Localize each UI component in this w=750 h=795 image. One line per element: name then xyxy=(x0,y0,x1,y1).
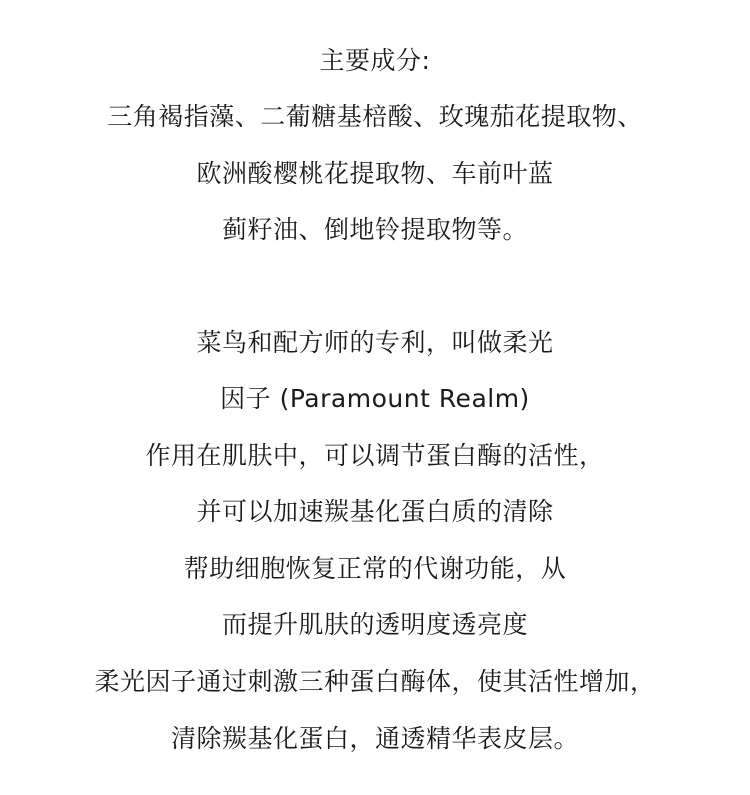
ingredients-line-2: 欧洲酸樱桃花提取物、车前叶蓝 xyxy=(196,159,554,188)
description-line-6: 而提升肌肤的透明度透亮度 xyxy=(221,610,528,639)
description-line-8: 清除羰基化蛋白，通透精华表皮层。 xyxy=(170,724,579,753)
description-line-2: 因子 (Paramount Realm) xyxy=(220,384,530,413)
ingredients-line-3: 蓟籽油、倒地铃提取物等。 xyxy=(221,215,528,244)
ingredients-line-1: 三角褐指藻、二葡糖基棓酸、玫瑰茄花提取物、 xyxy=(107,102,643,131)
description-line-4: 并可以加速羰基化蛋白质的清除 xyxy=(196,497,554,526)
ingredients-heading: 主要成分: xyxy=(319,46,431,75)
description-line-3: 作用在肌肤中，可以调节蛋白酶的活性， xyxy=(145,441,605,470)
description-line-5: 帮助细胞恢复正常的代谢功能，从 xyxy=(183,554,567,583)
description-line-7: 柔光因子通过刺激三种蛋白酶体，使其活性增加， xyxy=(94,667,656,696)
description-line-1: 菜鸟和配方师的专利，叫做柔光 xyxy=(196,328,554,357)
